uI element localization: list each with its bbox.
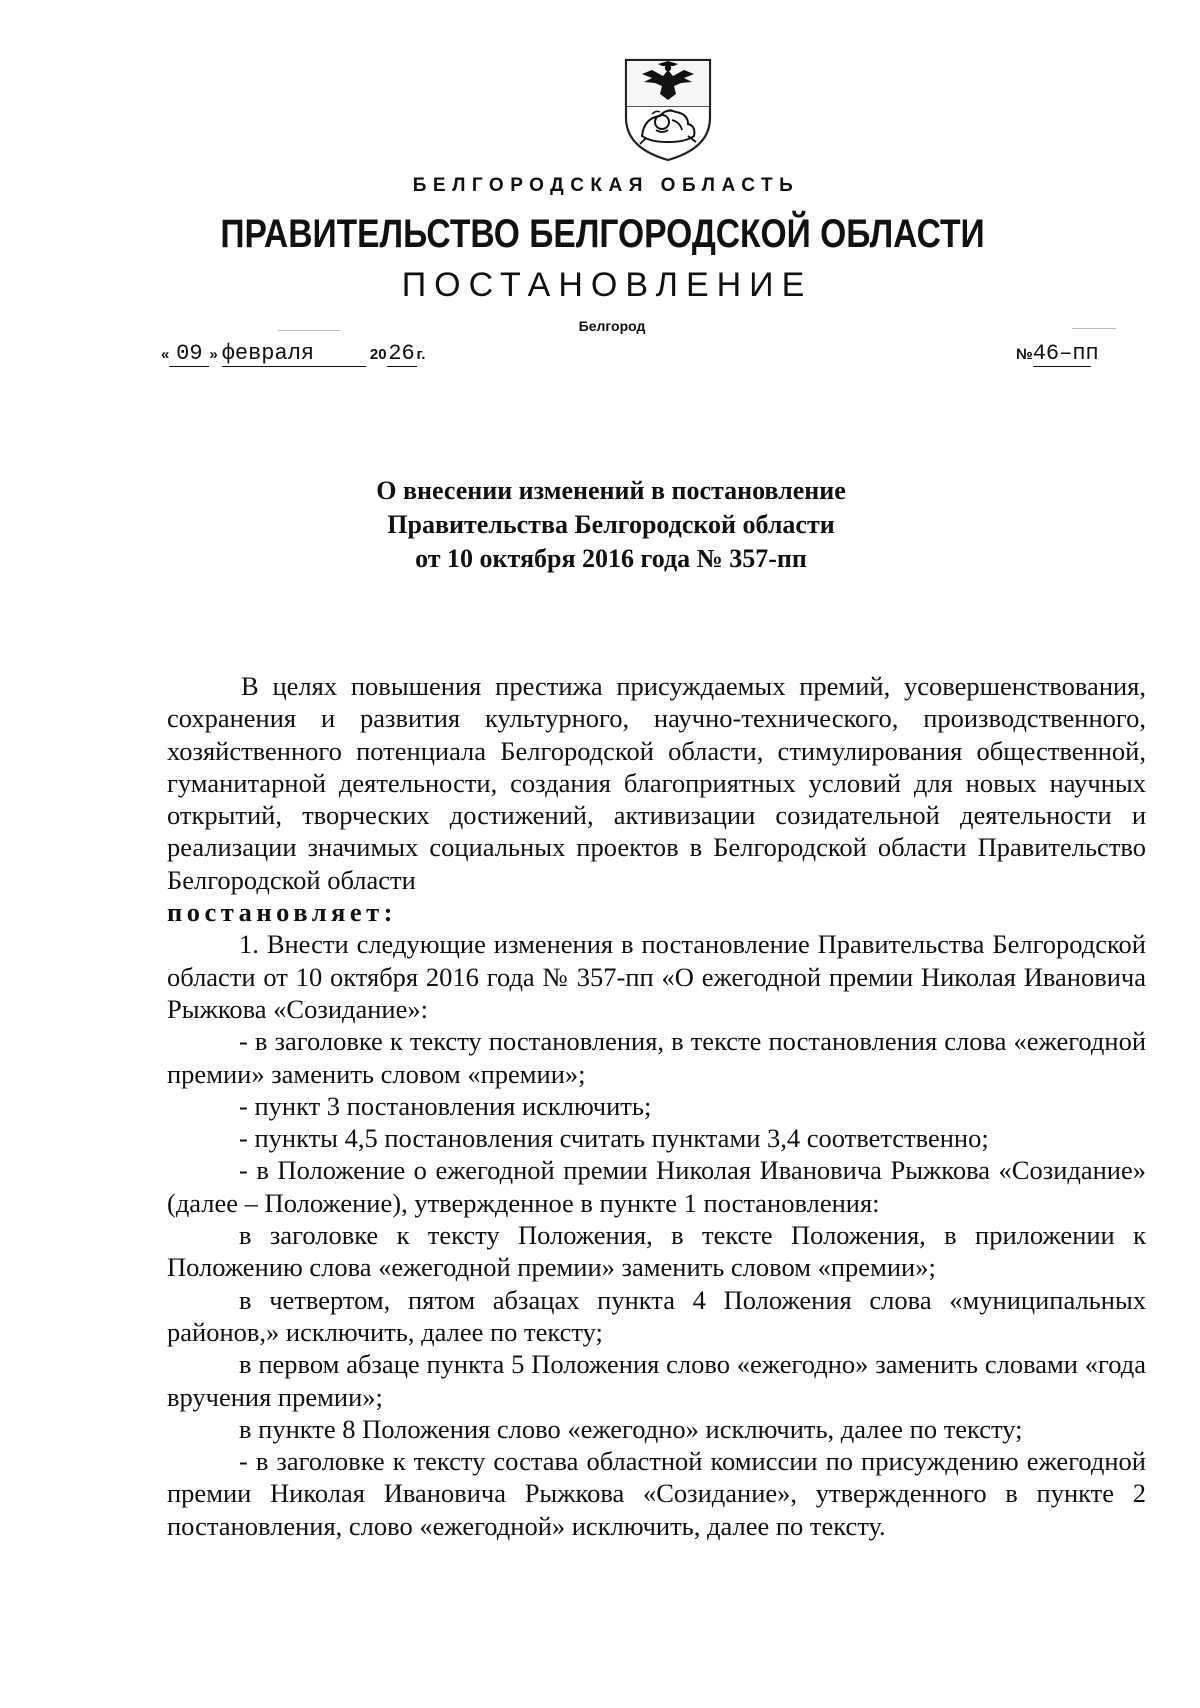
clause-paragraph: - пункты 4,5 постановления считать пунктами 3,4 соответственно; bbox=[239, 1123, 989, 1154]
document-type: ПОСТАНОВЛЕНИЕ bbox=[401, 266, 813, 304]
intro-text: В целях повышения престижа присуждаемых премий, усовершенствования, сохранения и развития культурного, научно-технического, производственного, хозяйственного потенциала Белгородской области, стимулирования общественной, гуманитарной деятельности, создания благоприятных условий для новых научных открытий, творческих достижений, активизации созидательной деятельности и реализации значимых социальных проектов в Белгородской области Правительство Белгородской области bbox=[167, 671, 1146, 895]
date-day: 09 bbox=[169, 342, 209, 367]
clause-paragraph: в первом абзаце пункта 5 Положения слово «ежегодно» заменить словами «года вручения премии»; bbox=[167, 1349, 1146, 1412]
scan-dash-left bbox=[278, 330, 340, 331]
clause-paragraph: - пункт 3 постановления исключить; bbox=[239, 1090, 652, 1121]
date-open-quote: « bbox=[161, 346, 170, 363]
date-year: 26 bbox=[388, 341, 415, 366]
date-year-suffix: г. bbox=[416, 346, 426, 363]
document-date bbox=[161, 342, 425, 367]
clause-paragraph: - в заголовке к тексту состава областной комиссии по присуждению ежегодной премии Николая Ивановича Рыжкова «Созидание», утвержденного в пункте 2 постановления, слово «ежегодной» исключить, далее по тексту. bbox=[167, 1446, 1146, 1541]
clause-paragraph: - в заголовке к тексту постановления, в тексте постановления слова «ежегодной премии» заменить словом «премии»; bbox=[167, 1026, 1146, 1089]
title-line: Правительства Белгородской области bbox=[387, 510, 835, 539]
clause-paragraph: 1. Внести следующие изменения в постановление Правительства Белгородской области от 10 октября 2016 года № 357-пп «О ежегодной премии Николая Ивановича Рыжкова «Созидание»: bbox=[167, 929, 1146, 1024]
number-value: 46–пп bbox=[1032, 341, 1099, 366]
scan-dash-right bbox=[1072, 328, 1116, 329]
government-name: ПРАВИТЕЛЬСТВО БЕЛГОРОДСКОЙ ОБЛАСТИ bbox=[220, 212, 985, 256]
clause-paragraph: в заголовке к тексту Положения, в тексте Положения, в приложении к Положению слова «ежегодной премии» заменить словом «премии»; bbox=[167, 1220, 1146, 1283]
document-body bbox=[167, 670, 1146, 1542]
document-title bbox=[0, 474, 1200, 576]
region-name: БЕЛГОРОДСКАЯ ОБЛАСТЬ bbox=[412, 175, 800, 196]
document-number bbox=[1016, 341, 1099, 367]
date-close-quote: » bbox=[209, 346, 218, 363]
city-name: Белгород bbox=[578, 318, 646, 334]
title-line: О внесении изменений в постановление bbox=[376, 476, 846, 505]
intro-paragraph bbox=[167, 670, 1146, 928]
date-century: 20 bbox=[369, 346, 387, 363]
number-sign: № bbox=[1016, 346, 1033, 363]
resolves-word: постановляет: bbox=[167, 897, 397, 928]
clause-paragraph: - в Положение о ежегодной премии Николая Ивановича Рыжкова «Созидание» (далее – Положение), утвержденное в пункте 1 постановления: bbox=[167, 1155, 1146, 1218]
clause-paragraph: в пункте 8 Положения слово «ежегодно» исключить, далее по тексту; bbox=[239, 1413, 1023, 1444]
coat-of-arms-icon bbox=[622, 56, 714, 164]
date-month: февраля bbox=[222, 342, 366, 367]
clause-paragraph: в четвертом, пятом абзацах пункта 4 Положения слова «муниципальных районов,» исключить, далее по тексту; bbox=[167, 1284, 1146, 1347]
title-line: от 10 октября 2016 года № 357-пп bbox=[415, 544, 807, 573]
